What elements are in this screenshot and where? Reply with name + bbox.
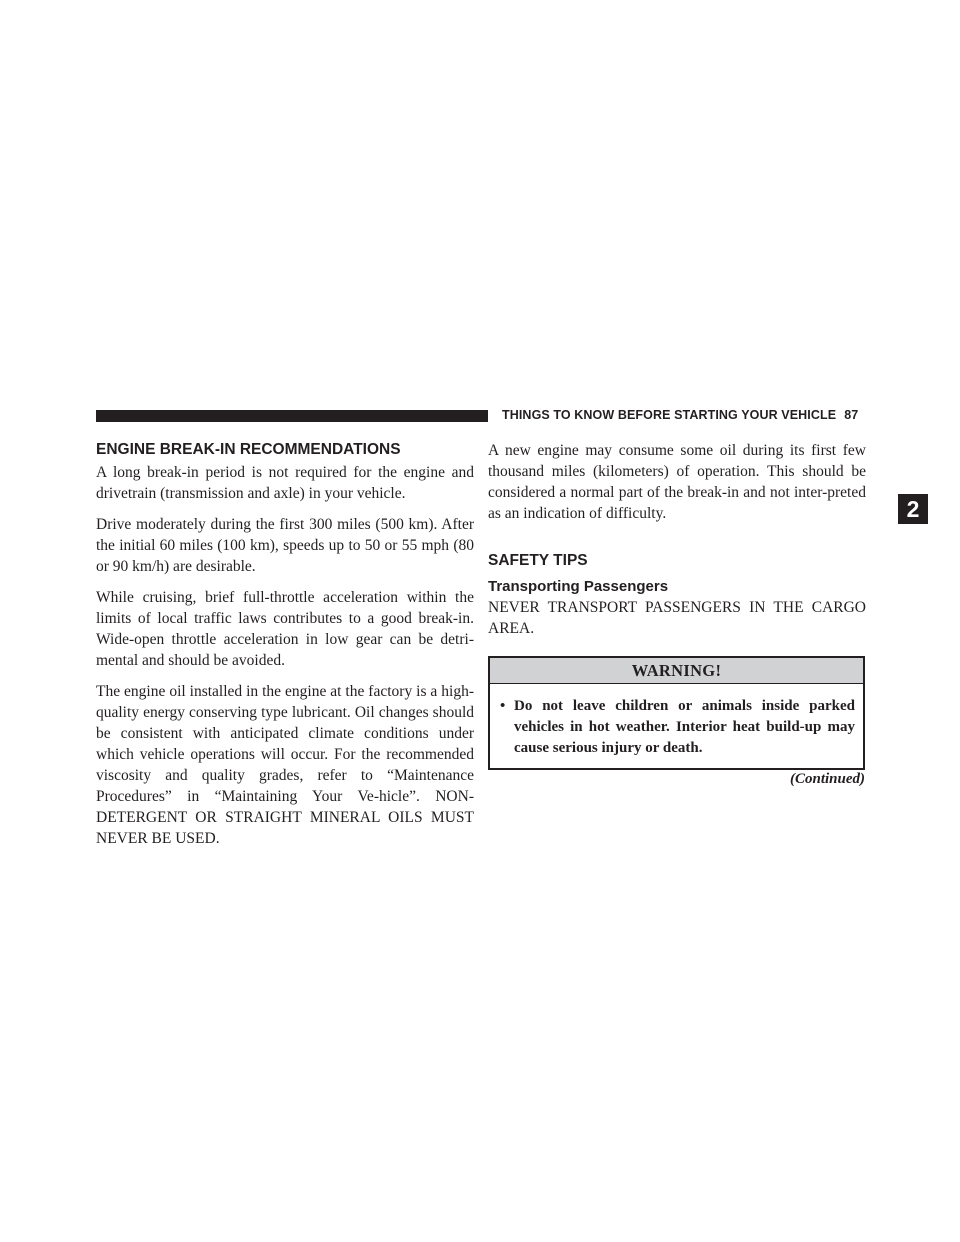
section-title: THINGS TO KNOW BEFORE STARTING YOUR VEHICLE <box>502 408 837 422</box>
left-column <box>96 440 474 859</box>
paragraph: NEVER TRANSPORT PASSENGERS IN THE CARGO AREA. <box>488 599 866 637</box>
paragraph: Drive moderately during the first 300 miles (500 km). After the initial 60 miles (100 km), speeds up to 50 or 55 mph (80 or 90 km/h) are desirable. <box>96 516 474 575</box>
bullet-icon: • <box>500 698 506 714</box>
header-rule-bar <box>96 410 488 422</box>
warning-text: Do not leave children or animals inside parked vehicles in hot weather. Interior heat build-up may cause serious injury or death. <box>514 698 855 756</box>
engine-break-in-heading: ENGINE BREAK-IN RECOMMENDATIONS <box>96 441 401 458</box>
paragraph: A long break-in period is not required for the engine and drivetrain (transmission and axle) in your vehicle. <box>96 464 474 502</box>
warning-body <box>490 684 863 768</box>
page-number: 87 <box>844 408 859 422</box>
right-column <box>488 440 866 789</box>
paragraph: A new engine may consume some oil during its first few thousand miles (kilometers) of operation. This should be considered a normal part of the break-in and not inter-preted as an indication of difficulty. <box>488 442 866 522</box>
warning-box <box>488 656 865 770</box>
warning-title: WARNING! <box>490 658 863 684</box>
safety-tips-heading: SAFETY TIPS <box>488 552 588 569</box>
transporting-passengers-subheading: Transporting Passengers <box>488 578 669 595</box>
paragraph: While cruising, brief full-throttle acceleration within the limits of local traffic laws contributes to a good break-in. Wide-open throttle acceleration in low gear can be detri-mental and should be avoided. <box>96 589 474 669</box>
chapter-tab: 2 <box>898 494 928 524</box>
running-header <box>502 408 858 422</box>
continued-label: (Continued) <box>789 771 865 787</box>
paragraph: The engine oil installed in the engine at the factory is a high-quality energy conserving type lubricant. Oil changes should be consistent with anticipated climate conditions under which vehicle operations will occur. For the recommended viscosity and quality grades, refer to “Maintenance Procedures” in “Maintaining Your Ve-hicle”. NON-DETERGENT OR STRAIGHT MINERAL OILS MUST NEVER BE USED. <box>96 683 474 847</box>
